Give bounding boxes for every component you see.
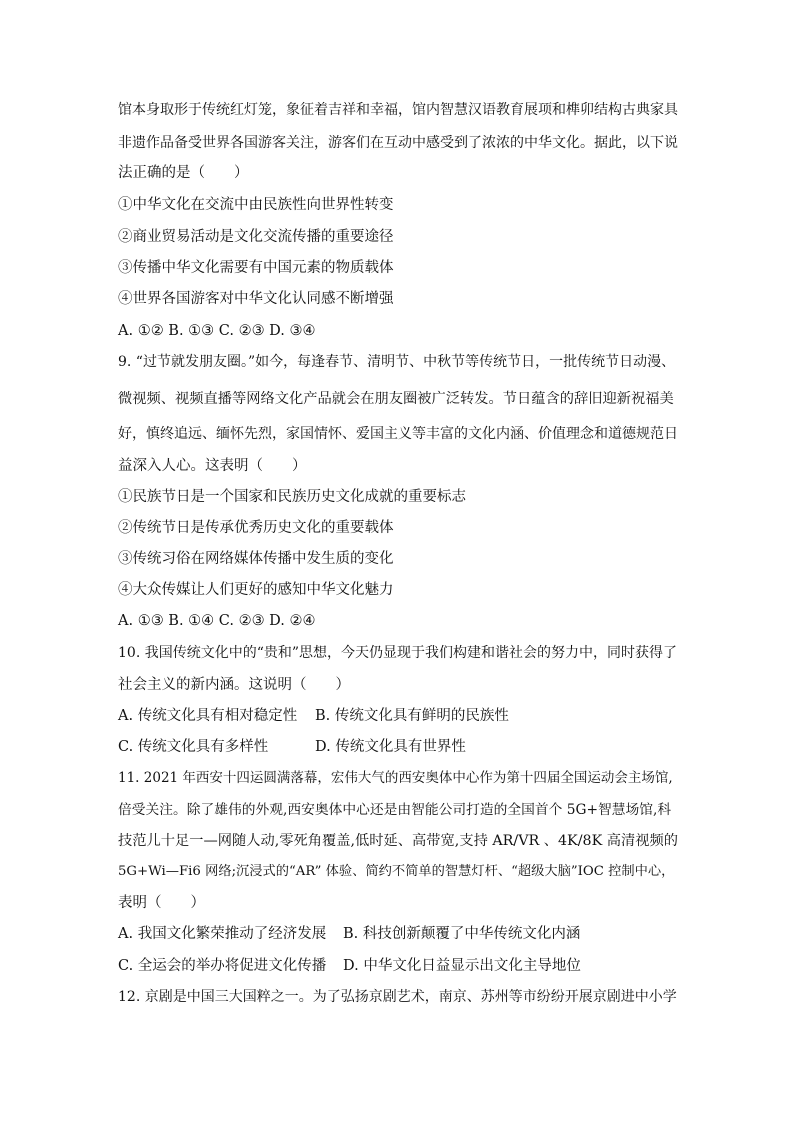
q11-stem-line-2: 倍受关注。除了雄伟的外观,西安奥体中心还是由智能公司打造的全国首个 5G+智慧场馆,科 <box>118 802 672 818</box>
q10-option-b: B. 传统文化具有鲜明的民族性 <box>315 708 509 724</box>
q10-stem-line-2: 社会主义的新内涵。这说明（ ） <box>118 677 350 693</box>
q11-option-b: B. 科技创新颠覆了中华传统文化内涵 <box>343 926 581 942</box>
q10-option-d: D. 传统文化具有世界性 <box>315 739 466 755</box>
q8-stem-line-3: 法正确的是（ ） <box>118 165 249 181</box>
q11-option-c: C. 全运会的举办将促进文化传播 <box>118 958 327 974</box>
q8-choices: A. ①② B. ①③ C. ②③ D. ③④ <box>118 323 316 339</box>
q9-item-1: ①民族节日是一个国家和民族历史文化成就的重要标志 <box>118 489 466 505</box>
q9-stem-line-2: 微视频、视频直播等网络文化产品就会在朋友圈被广泛转发。节日蕴含的辞旧迎新祝福美 <box>118 391 674 407</box>
q11-stem-line-1: 11. 2021 年西安十四运圆满落幕，宏伟大气的西安奥体中心作为第十四届全国运动会主场馆, <box>118 770 673 786</box>
q9-item-3: ③传统习俗在网络媒体传播中发生质的变化 <box>118 551 394 567</box>
q9-item-4: ④大众传媒让人们更好的感知中华文化魅力 <box>118 582 394 598</box>
q10-option-a: A. 传统文化具有相对稳定性 <box>118 708 298 724</box>
q9-stem-line-4: 益深入人心。这表明（ ） <box>118 458 307 474</box>
q8-stem-line-2: 非遗作品备受世界各国游客关注，游客们在互动中感受到了浓浓的中华文化。据此，以下说 <box>118 135 678 151</box>
q10-option-c: C. 传统文化具有多样性 <box>118 739 269 755</box>
q11-stem-line-3: 技范儿十足一—网随人动,零死角覆盖,低时延、高带宽,支持 AR/VR 、4K/8K 高清视频的 <box>118 833 678 849</box>
q12-stem-line-1: 12. 京剧是中国三大国粹之一。为了弘扬京剧艺术，南京、苏州等市纷纷开展京剧进中小学 <box>118 989 677 1005</box>
q11-stem-line-5: 表明（ ） <box>118 895 205 911</box>
q9-choices: A. ①③ B. ①④ C. ②③ D. ②④ <box>118 613 316 629</box>
q9-stem-line-1: 9. “过节就发朋友圈。”如今，每逢春节、清明节、中秋节等传统节日，一批传统节日动漫、 <box>118 354 676 370</box>
q10-stem-line-1: 10. 我国传统文化中的“贵和”思想，今天仍显现于我们构建和谐社会的努力中，同时获得了 <box>118 645 678 661</box>
q9-stem-line-3: 好，慎终追远、缅怀先烈，家国情怀、爱国主义等丰富的文化内涵、价值理念和道德规范日 <box>118 426 678 442</box>
q8-stem-line-1: 馆本身取形于传统红灯笼，象征着吉祥和幸福，馆内智慧汉语教育展项和榫卯结构古典家具 <box>118 102 678 118</box>
q8-item-1: ①中华文化在交流中由民族性向世界性转变 <box>118 197 394 213</box>
q8-item-3: ③传播中华文化需要有中国元素的物质载体 <box>118 260 394 276</box>
q11-option-d: D. 中华文化日益显示出文化主导地位 <box>343 958 581 974</box>
q11-option-a: A. 我国文化繁荣推动了经济发展 <box>118 926 327 942</box>
q8-item-2: ②商业贸易活动是文化交流传播的重要途径 <box>118 229 394 245</box>
q8-item-4: ④世界各国游客对中华文化认同感不断增强 <box>118 291 394 307</box>
q9-item-2: ②传统节日是传承优秀历史文化的重要载体 <box>118 520 394 536</box>
q11-stem-line-4: 5G+Wi—Fi6 网络;沉浸式的“AR” 体验、简约不简单的智慧灯杆、“超级大脑”IOC 控制中心， <box>118 864 675 879</box>
